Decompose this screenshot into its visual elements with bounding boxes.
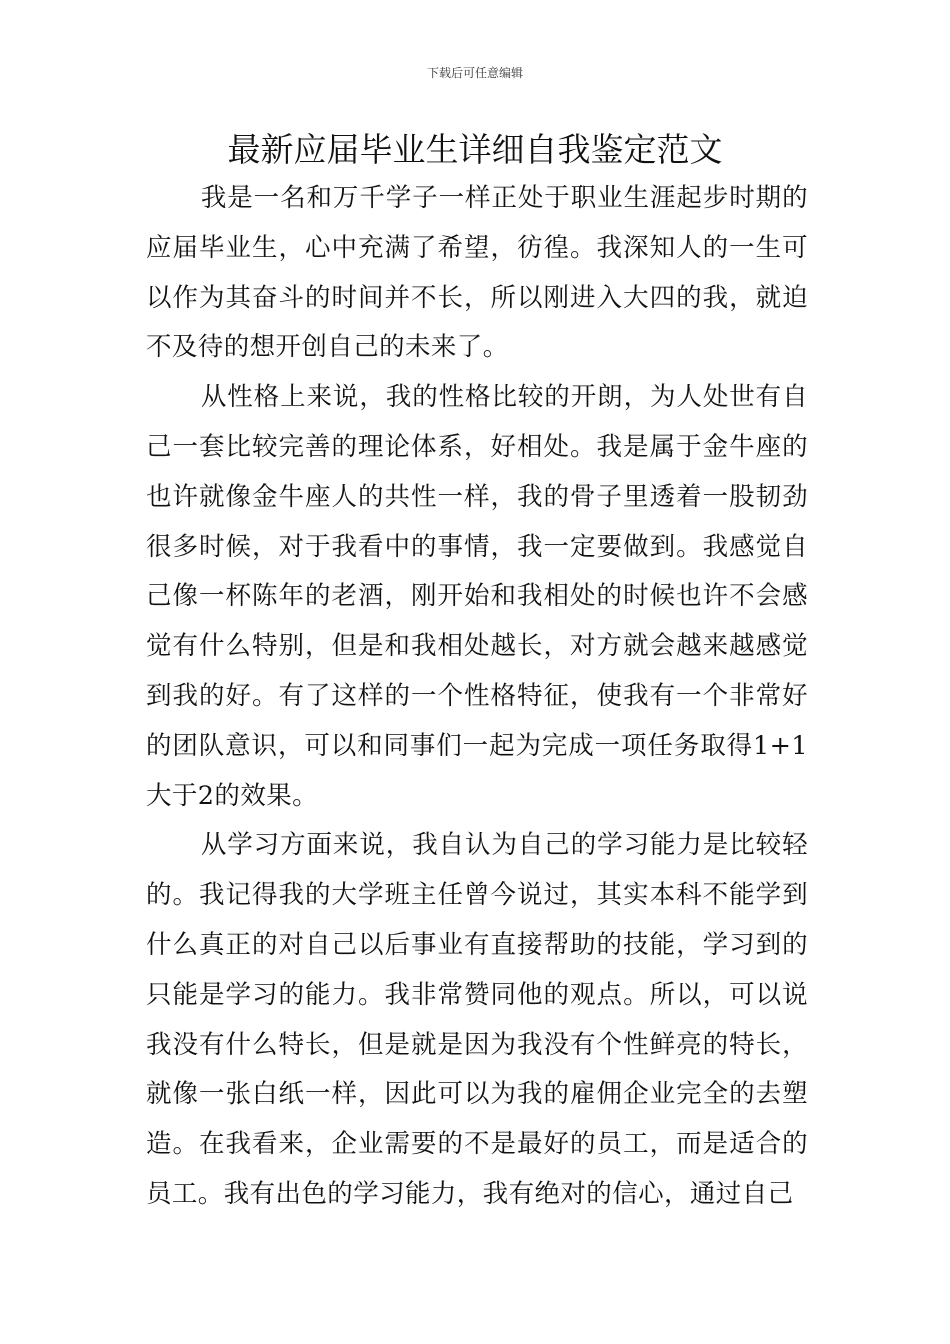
header-note: 下载后可任意编辑 <box>426 66 523 80</box>
paragraph: 从性格上来说，我的性格比较的开朗，为人处世有自己一套比较完善的理论体系，好相处。我是属于金牛座的也许就像金牛座人的共性一样，我的骨子里透着一股韧劲很多时候，对于我看中的事情，我一定要做到。我感觉自己像一杯陈年的老酒，刚开始和我相处的时候也许不会感觉有什么特别，但是和我相处越长，对方就会越来越感觉到我的好。有了这样的一个性格特征，使我有一个非常好的团队意识，可以和同事们一起为完成一项任务取得1+1大于2的效果。 <box>146 382 808 811</box>
document-body <box>146 174 808 1220</box>
paragraph: 我是一名和万千学子一样正处于职业生涯起步时期的应届毕业生，心中充满了希望，彷徨。我深知人的一生可以作为其奋斗的时间并不长，所以刚进入大四的我，就迫不及待的想开创自己的未来了。 <box>146 183 808 363</box>
page-title: 最新应届毕业生详细自我鉴定范文 <box>227 130 723 169</box>
paragraph: 从学习方面来说，我自认为自己的学习能力是比较轻的。我记得我的大学班主任曾今说过，其实本科不能学到什么真正的对自己以后事业有直接帮助的技能，学习到的只能是学习的能力。我非常赞同他的观点。所以，可以说我没有什么特长，但是就是因为我没有个性鲜亮的特长，就像一张白纸一样，因此可以为我的雇佣企业完全的去塑造。在我看来，企业需要的不是最好的员工，而是适合的员工。我有出色的学习能力，我有绝对的信心，通过自己 <box>146 830 808 1209</box>
